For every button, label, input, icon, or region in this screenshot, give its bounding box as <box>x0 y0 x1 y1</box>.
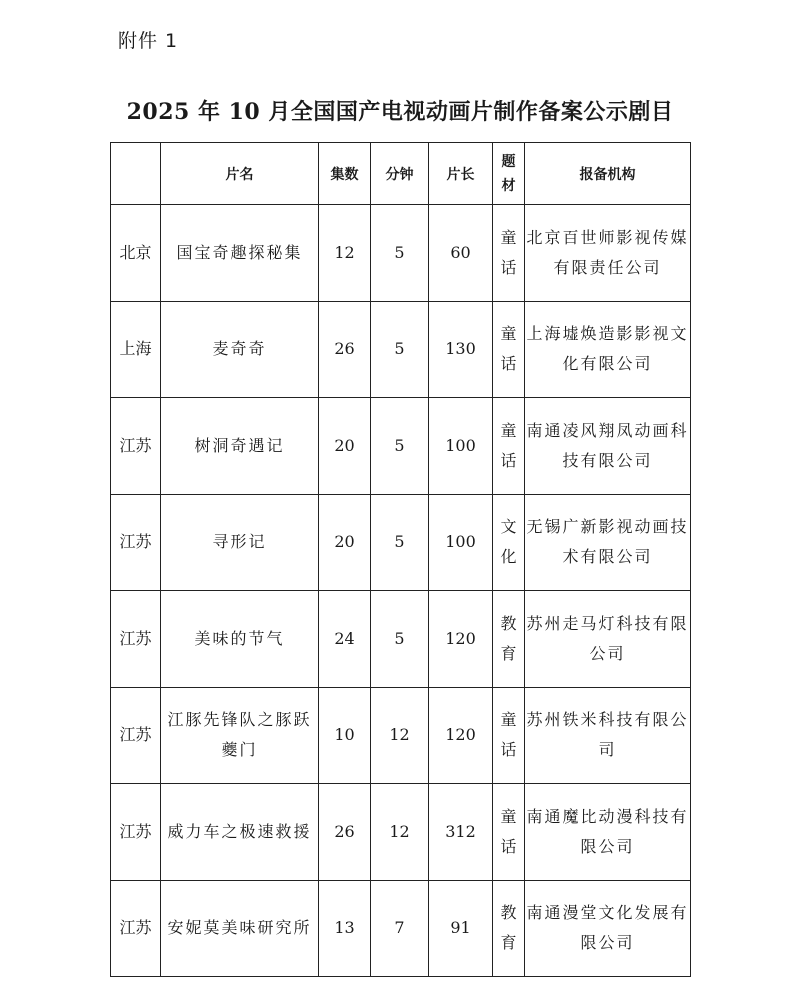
cell-genre <box>493 591 525 688</box>
cell-episodes: 12 <box>319 205 371 302</box>
header-region <box>111 143 161 205</box>
table-row <box>111 687 691 784</box>
cell-length: 120 <box>429 591 493 688</box>
cell-genre-text: 文化 <box>500 517 517 567</box>
cell-length: 91 <box>429 880 493 977</box>
cell-org: 南通魔比动漫科技有限公司 <box>525 784 691 881</box>
header-episodes: 集数 <box>319 143 371 205</box>
table-row <box>111 591 691 688</box>
cell-name: 江豚先锋队之豚跃夔门 <box>161 687 319 784</box>
cell-episodes: 24 <box>319 591 371 688</box>
cell-length: 100 <box>429 494 493 591</box>
header-minutes: 分钟 <box>371 143 429 205</box>
cell-episodes: 10 <box>319 687 371 784</box>
cell-minutes: 5 <box>371 494 429 591</box>
cell-genre <box>493 687 525 784</box>
header-org: 报备机构 <box>525 143 691 205</box>
cell-name: 寻形记 <box>161 494 319 591</box>
cell-length: 60 <box>429 205 493 302</box>
table-row <box>111 205 691 302</box>
attachment-label: 附件 1 <box>118 30 179 52</box>
cell-org: 南通凌风翔凤动画科技有限公司 <box>525 398 691 495</box>
cell-genre-text: 童话 <box>500 227 517 277</box>
cell-length: 100 <box>429 398 493 495</box>
cell-genre <box>493 784 525 881</box>
cell-genre-text: 童话 <box>500 324 517 374</box>
cell-name: 威力车之极速救援 <box>161 784 319 881</box>
cell-genre-text: 教育 <box>500 903 517 953</box>
cell-region: 北京 <box>111 205 161 302</box>
cell-minutes: 12 <box>371 687 429 784</box>
cell-episodes: 13 <box>319 880 371 977</box>
cell-name: 树洞奇遇记 <box>161 398 319 495</box>
header-row <box>111 143 691 205</box>
cell-genre-text: 童话 <box>500 420 517 470</box>
cell-episodes: 26 <box>319 784 371 881</box>
cell-genre <box>493 494 525 591</box>
cell-region: 上海 <box>111 301 161 398</box>
cell-genre-text: 童话 <box>500 806 517 856</box>
cell-region: 江苏 <box>111 687 161 784</box>
cell-genre <box>493 205 525 302</box>
table-row <box>111 398 691 495</box>
cell-org: 苏州铁米科技有限公司 <box>525 687 691 784</box>
cell-genre-text: 教育 <box>500 613 517 663</box>
cell-genre <box>493 301 525 398</box>
cell-org: 苏州走马灯科技有限公司 <box>525 591 691 688</box>
cell-genre-text: 童话 <box>500 710 517 760</box>
header-genre <box>493 143 525 205</box>
cell-region: 江苏 <box>111 880 161 977</box>
cell-name: 美味的节气 <box>161 591 319 688</box>
cell-name: 麦奇奇 <box>161 301 319 398</box>
cell-episodes: 26 <box>319 301 371 398</box>
cell-name: 安妮莫美味研究所 <box>161 880 319 977</box>
cell-genre <box>493 880 525 977</box>
cell-length: 312 <box>429 784 493 881</box>
header-name: 片名 <box>161 143 319 205</box>
cell-region: 江苏 <box>111 494 161 591</box>
cell-minutes: 5 <box>371 398 429 495</box>
cell-org: 北京百世师影视传媒有限责任公司 <box>525 205 691 302</box>
table-row <box>111 494 691 591</box>
cell-length: 130 <box>429 301 493 398</box>
filing-table <box>110 142 691 977</box>
cell-episodes: 20 <box>319 398 371 495</box>
table-row <box>111 784 691 881</box>
cell-org: 无锡广新影视动画技术有限公司 <box>525 494 691 591</box>
header-length: 片长 <box>429 143 493 205</box>
table-row <box>111 301 691 398</box>
cell-name: 国宝奇趣探秘集 <box>161 205 319 302</box>
cell-length: 120 <box>429 687 493 784</box>
cell-minutes: 12 <box>371 784 429 881</box>
cell-org: 南通漫堂文化发展有限公司 <box>525 880 691 977</box>
table-row <box>111 880 691 977</box>
cell-minutes: 5 <box>371 591 429 688</box>
cell-minutes: 5 <box>371 301 429 398</box>
cell-region: 江苏 <box>111 398 161 495</box>
header-genre-text: 题材 <box>501 153 516 194</box>
cell-region: 江苏 <box>111 591 161 688</box>
cell-minutes: 5 <box>371 205 429 302</box>
cell-genre <box>493 398 525 495</box>
cell-org: 上海墟焕造影影视文化有限公司 <box>525 301 691 398</box>
cell-minutes: 7 <box>371 880 429 977</box>
document-title: 2025 年 10 月全国国产电视动画片制作备案公示剧目 <box>126 99 674 125</box>
cell-region: 江苏 <box>111 784 161 881</box>
cell-episodes: 20 <box>319 494 371 591</box>
